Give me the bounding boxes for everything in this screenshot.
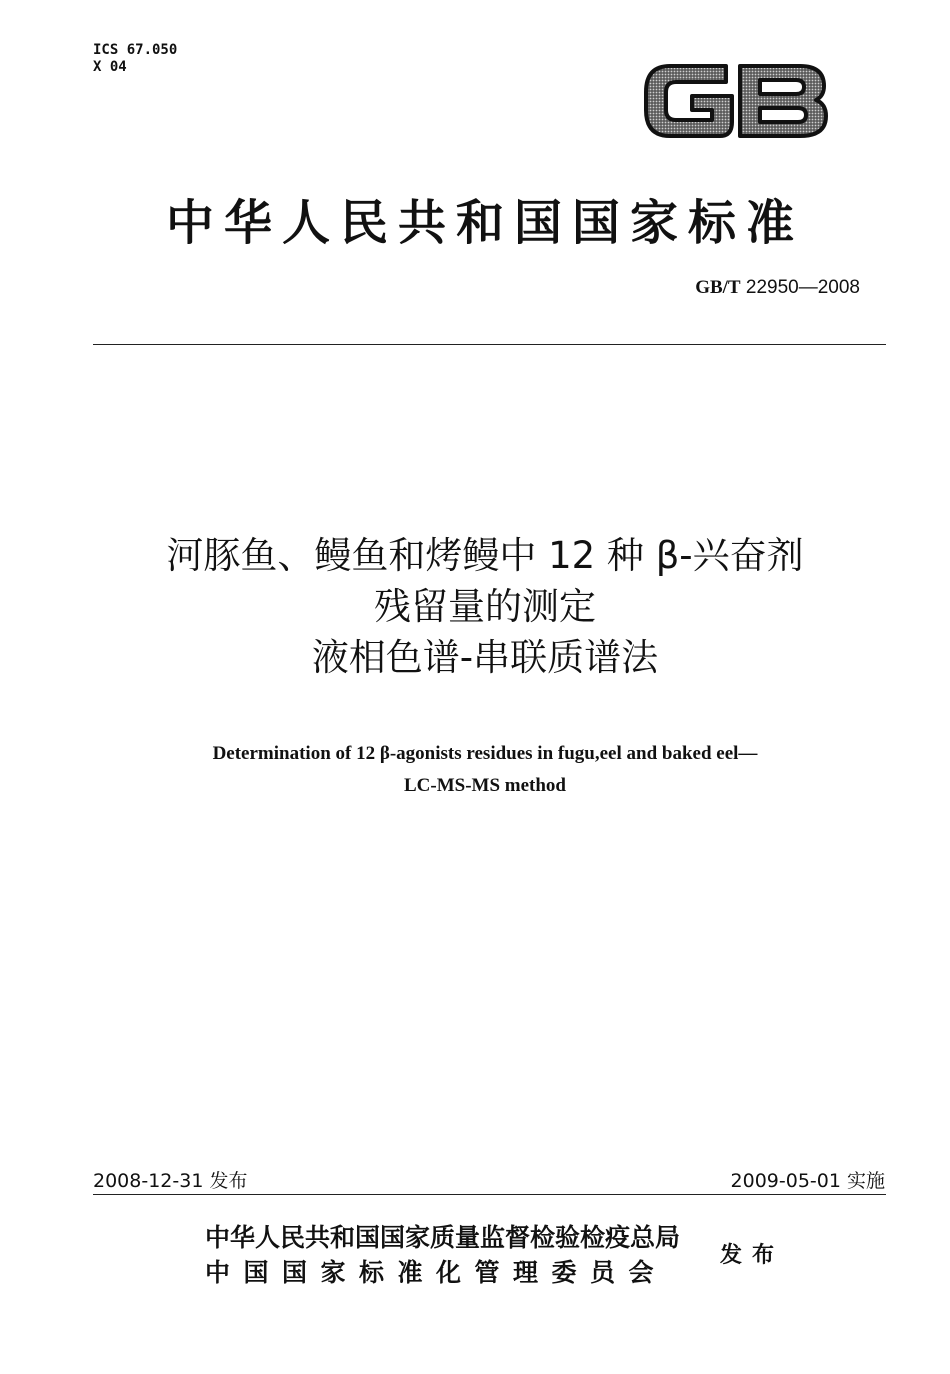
ccs-code: X 04 <box>93 59 127 75</box>
english-title <box>60 738 910 802</box>
chinese-title-line-1: 河豚鱼、鳗鱼和烤鳗中 12 种 β-兴奋剂 <box>166 534 804 577</box>
english-title-line-2: LC-MS-MS method <box>403 775 567 796</box>
classification-codes <box>93 42 177 76</box>
standard-number-prefix: GB/T <box>695 277 741 298</box>
publisher-line-2: 中国国家标准化管理委员会 <box>205 1258 668 1287</box>
publisher-block <box>205 1220 680 1290</box>
chinese-title <box>60 530 910 683</box>
issue-date: 2008-12-31 发布 <box>93 1170 248 1192</box>
top-divider <box>93 344 886 345</box>
implementation-date: 2009-05-01 实施 <box>730 1170 885 1192</box>
gb-logo <box>640 52 830 150</box>
national-standard-heading: 中华人民共和国国家标准 <box>165 195 804 251</box>
publish-label: 发布 <box>720 1242 785 1268</box>
ics-code: ICS 67.050 <box>93 42 178 58</box>
bottom-divider <box>93 1194 886 1195</box>
standard-number-value: 22950—2008 <box>745 277 860 298</box>
publisher-line-1: 中华人民共和国国家质量监督检验检疫总局 <box>205 1223 681 1252</box>
standard-number <box>695 277 860 299</box>
chinese-title-line-3: 液相色谱-串联质谱法 <box>311 636 659 679</box>
english-title-line-1: Determination of 12 β-agonists residues in fugu,eel and baked eel— <box>212 743 758 764</box>
chinese-title-line-2: 残留量的测定 <box>374 585 596 628</box>
